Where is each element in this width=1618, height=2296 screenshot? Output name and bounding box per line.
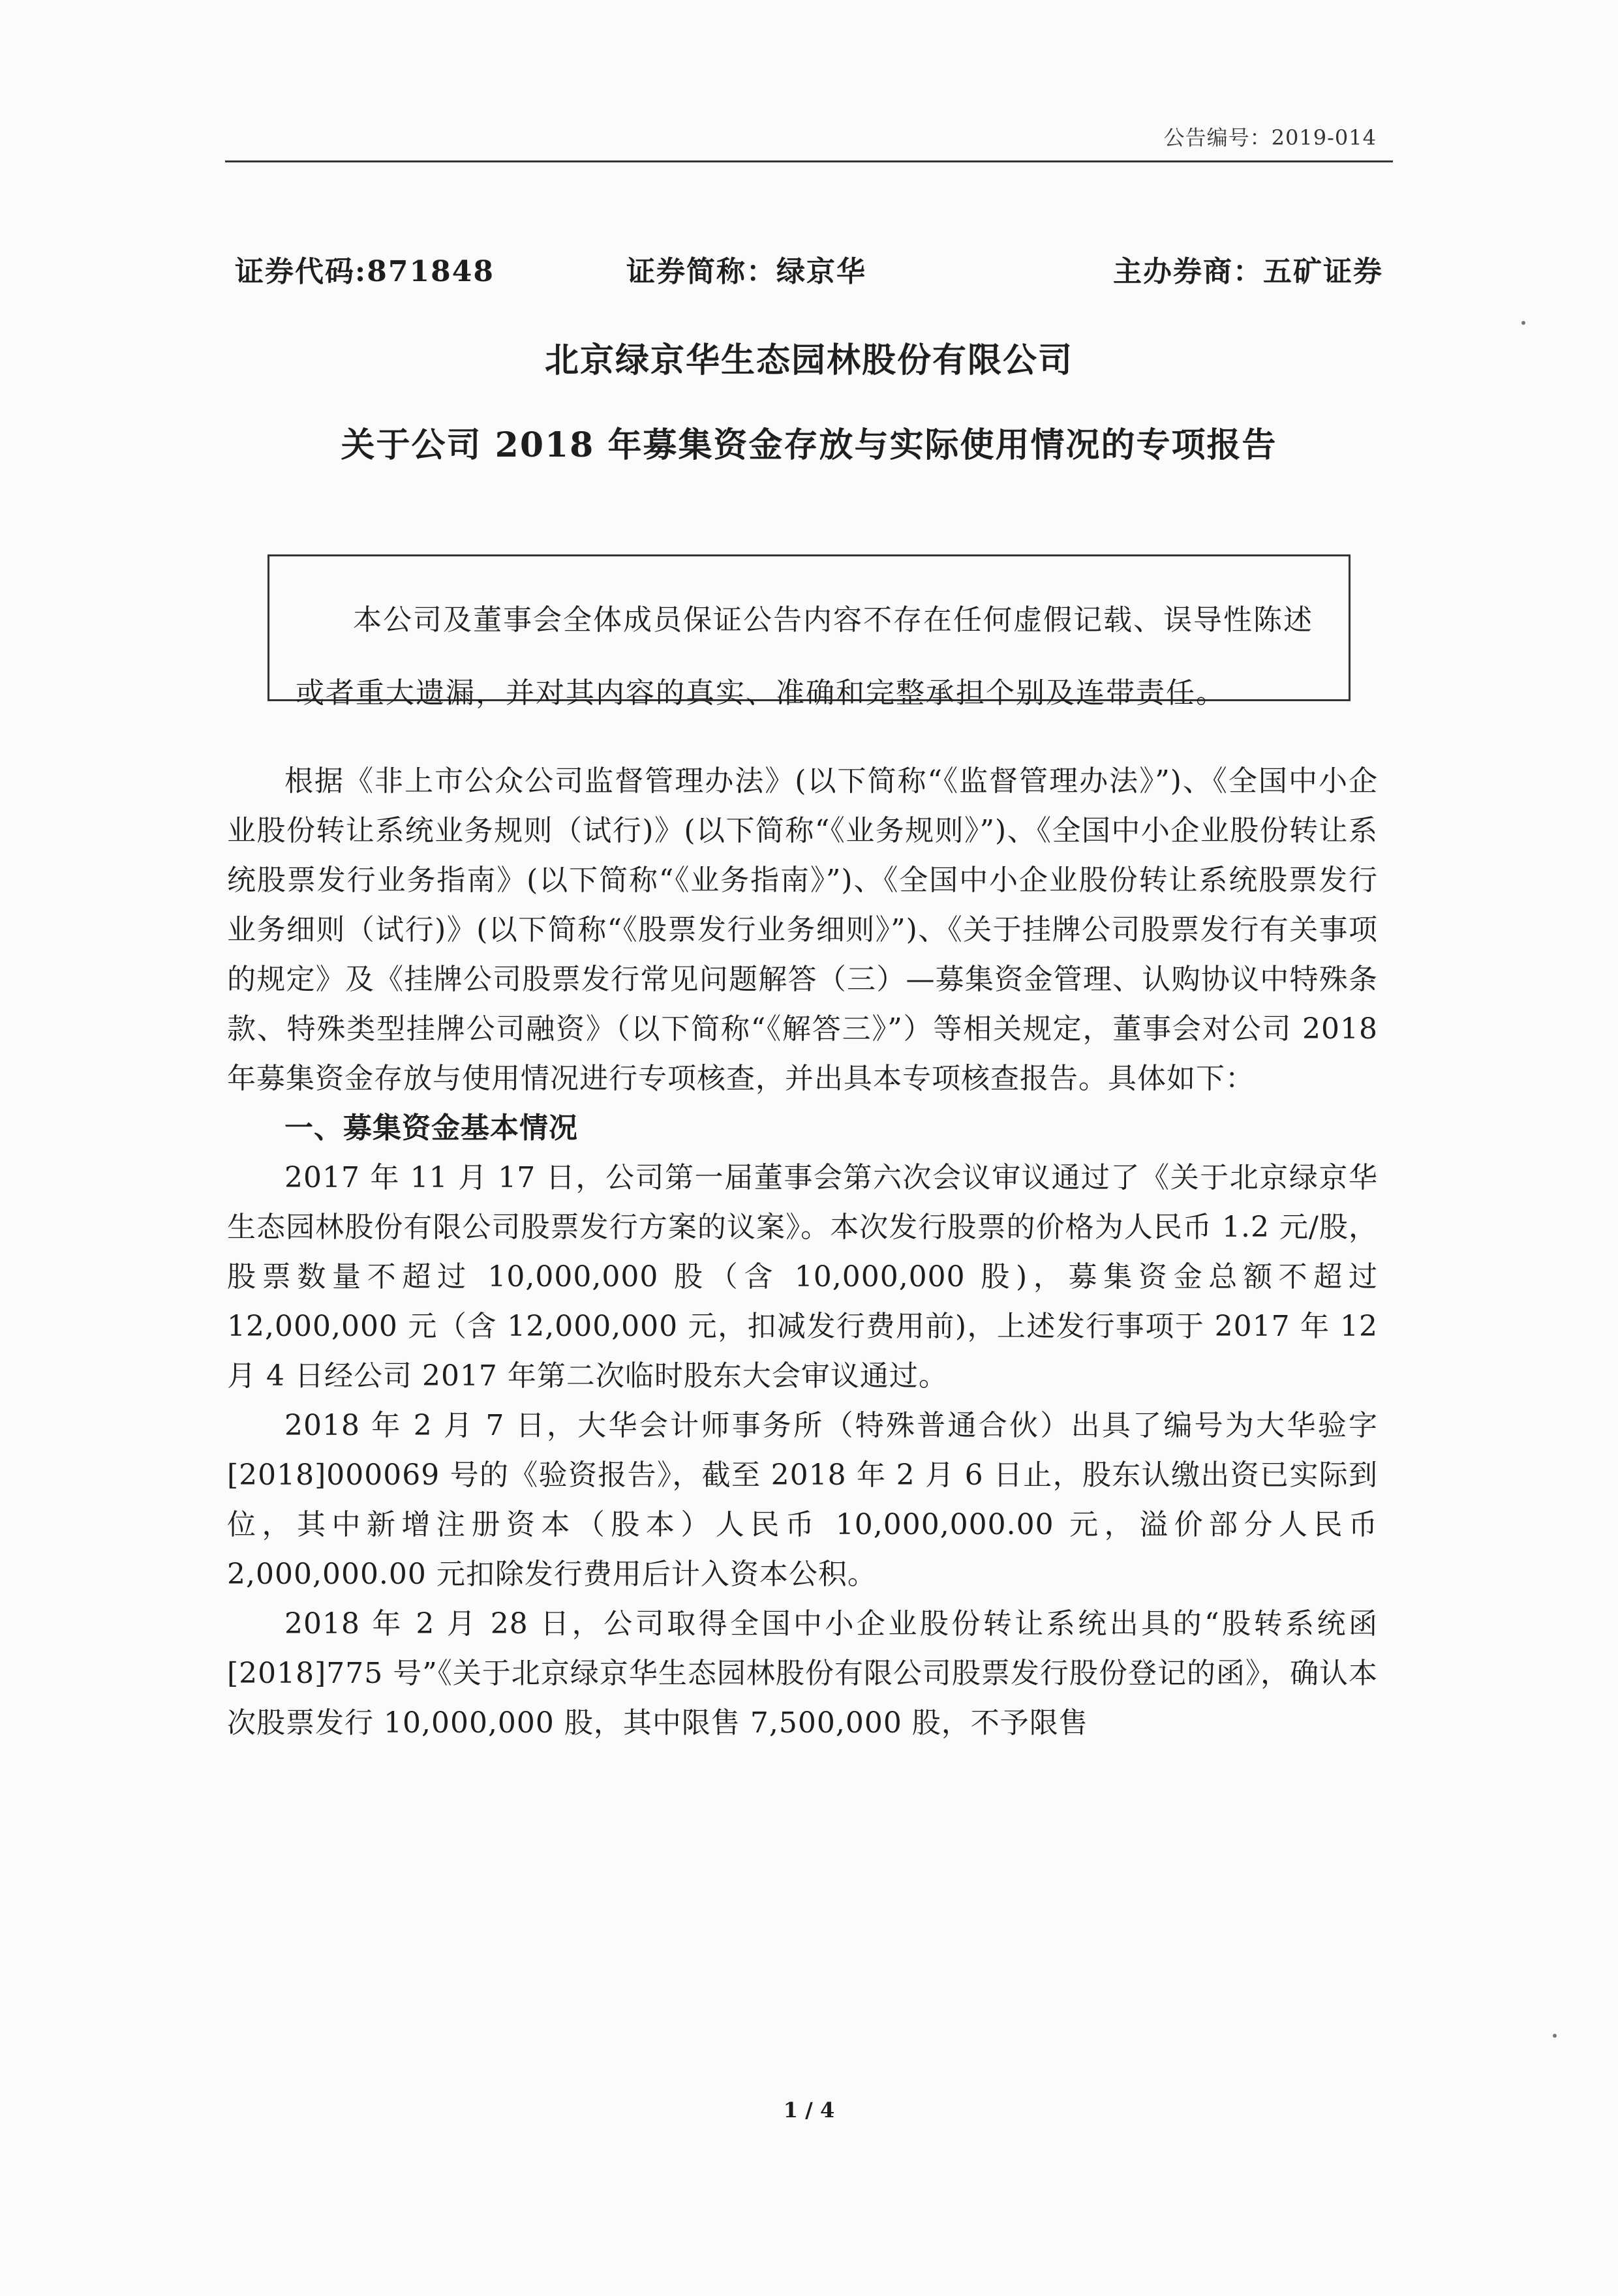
- report-title: 关于公司 2018 年募集资金存放与实际使用情况的专项报告: [341, 425, 1277, 465]
- page-number: 1 / 4: [783, 2098, 835, 2122]
- responsibility-notice-text: 本公司及董事会全体成员保证公告内容不存在任何虚假记载、误导性陈述或者重大遗漏，并对其内容的真实、准确和完整承担个别及连带责任。: [296, 603, 1313, 710]
- securities-abbreviation: 证券简称：绿京华: [626, 255, 866, 288]
- paragraph: 2017 年 11 月 17 日，公司第一届董事会第六次会议审议通过了《关于北京绿京华生态园林股份有限公司股票发行方案的议案》。本次发行股票的价格为人民币 1.2 元/股，股票数量不超过 10,000,000 股（含 10,000,000 股)，募集资金总额不超过 12,000,000 元（含 12,000,000 元，扣减发行费用前)，上述发行事项于 2017 年 12 月 4 日经公司 2017 年第二次临时股东大会审议通过。: [227, 1161, 1378, 1393]
- report-body: [227, 757, 1378, 1748]
- paragraph: 2018 年 2 月 28 日，公司取得全国中小企业股份转让系统出具的“股转系统函[2018]775 号”《关于北京绿京华生态园林股份有限公司股票发行股份登记的函》，确认本次股票发行 10,000,000 股，其中限售 7,500,000 股，不予限售: [227, 1607, 1378, 1740]
- securities-code: 证券代码:871848: [235, 255, 495, 288]
- scan-speck: [1553, 2034, 1557, 2038]
- announcement-number: 公告编号：2019-014: [1163, 125, 1377, 150]
- section-heading: 一、募集资金基本情况: [284, 1111, 578, 1145]
- scan-speck: [1521, 321, 1525, 325]
- intro-paragraph: 根据《非上市公众公司监督管理办法》(以下简称“《监督管理办法》”)、《全国中小企业股份转让系统业务规则（试行)》(以下简称“《业务规则》”)、《全国中小企业股份转让系统股票发行业务指南》(以下简称“《业务指南》”)、《全国中小企业股份转让系统股票发行业务细则（试行)》(以下简称“《股票发行业务细则》”)、《关于挂牌公司股票发行有关事项的规定》及《挂牌公司股票发行常见问题解答（三）—募集资金管理、认购协议中特殊条款、特殊类型挂牌公司融资》（以下简称“《解答三》”）等相关规定，董事会对公司 2018 年募集资金存放与使用情况进行专项核查，并出具本专项核查报告。具体如下：: [227, 764, 1378, 1095]
- sponsor-broker: 主办券商：五矿证券: [1113, 255, 1383, 288]
- header-rule: [225, 160, 1393, 162]
- securities-info: [235, 248, 1383, 287]
- company-title: 北京绿京华生态园林股份有限公司: [544, 340, 1073, 380]
- paragraph: 2018 年 2 月 7 日，大华会计师事务所（特殊普通合伙）出具了编号为大华验字 [2018]000069 号的《验资报告》，截至 2018 年 2 月 6 日止，股东认缴出资已实际到位，其中新增注册资本（股本）人民币 10,000,000.00 元，溢价部分人民币 2,000,000.00 元扣除发行费用后计入资本公积。: [227, 1409, 1378, 1591]
- responsibility-notice-box: [267, 554, 1351, 710]
